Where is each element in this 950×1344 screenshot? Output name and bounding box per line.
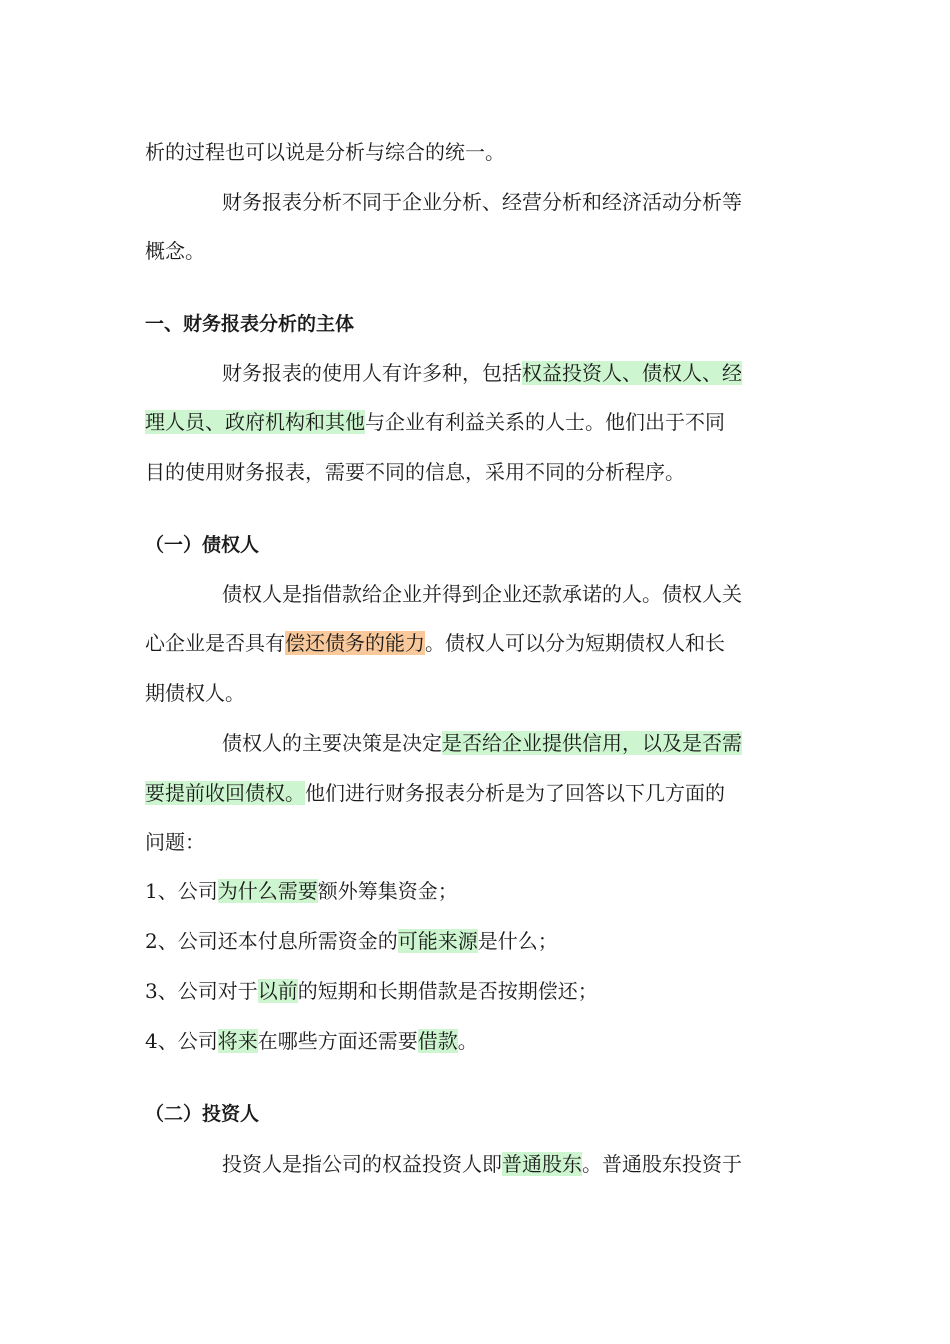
subsection-heading: （二）投资人 xyxy=(145,1103,260,1125)
text: 问题： xyxy=(145,830,205,854)
highlighted-text: 普通股东 xyxy=(502,1152,582,1176)
text: 概念。 xyxy=(145,239,205,263)
text: 期债权人。 xyxy=(145,681,245,705)
highlighted-text: 借款 xyxy=(417,1029,458,1053)
paragraph-line xyxy=(145,138,505,166)
text: 3、公司对于 xyxy=(145,979,258,1003)
list-item xyxy=(145,877,458,905)
text: 析的过程也可以说是分析与综合的统一。 xyxy=(145,140,505,164)
text: 在哪些方面还需要 xyxy=(257,1029,418,1053)
text: 是什么； xyxy=(477,929,558,953)
text: 他们进行财务报表分析是为了回答以下几方面的 xyxy=(305,781,725,805)
text: 财务报表分析不同于企业分析、经营分析和经济活动分析等 xyxy=(222,190,742,214)
text: 。普通股东投资于 xyxy=(582,1152,742,1176)
text: 。债权人可以分为短期债权人和长 xyxy=(425,631,725,655)
highlighted-text: 理人员、政府机构和其他 xyxy=(145,410,365,434)
highlighted-text: 是否给企业提供信用，以及是否需 xyxy=(442,731,742,755)
paragraph-line xyxy=(222,1150,742,1178)
highlighted-text: 权益投资人、债权人、经 xyxy=(522,361,742,385)
paragraph-line xyxy=(145,679,245,707)
text: 的短期和长期借款是否按期偿还； xyxy=(297,979,598,1003)
paragraph-line xyxy=(145,458,685,486)
paragraph-line xyxy=(222,359,742,387)
paragraph-line xyxy=(222,580,742,608)
list-item xyxy=(145,927,558,955)
subsection-heading: （一）债权人 xyxy=(145,534,260,556)
highlighted-text: 可能来源 xyxy=(397,929,478,953)
paragraph-line xyxy=(222,188,742,216)
text: 投资人是指公司的权益投资人即 xyxy=(222,1152,502,1176)
paragraph-line xyxy=(222,729,742,757)
text: 债权人是指借款给企业并得到企业还款承诺的人。债权人关 xyxy=(222,582,742,606)
highlighted-text: 要提前收回债权。 xyxy=(145,781,305,805)
highlighted-text: 为什么需要 xyxy=(217,879,318,903)
text: 目的使用财务报表，需要不同的信息，采用不同的分析程序。 xyxy=(145,460,685,484)
paragraph-line xyxy=(145,408,725,436)
paragraph-line xyxy=(145,237,205,265)
text: 2、公司还本付息所需资金的 xyxy=(145,929,398,953)
text: 与企业有利益关系的人士。他们出于不同 xyxy=(365,410,725,434)
paragraph-line xyxy=(145,629,725,657)
list-item xyxy=(145,977,598,1005)
highlighted-text: 以前 xyxy=(257,979,298,1003)
paragraph-line xyxy=(145,779,725,807)
highlighted-text: 偿还债务的能力 xyxy=(285,631,425,655)
text: 财务报表的使用人有许多种，包括 xyxy=(222,361,522,385)
text: 1、公司 xyxy=(145,879,218,903)
section-heading: 一、财务报表分析的主体 xyxy=(145,313,355,335)
list-item xyxy=(145,1027,478,1055)
highlighted-text: 将来 xyxy=(217,1029,258,1053)
text: 。 xyxy=(457,1029,478,1053)
text: 债权人的主要决策是决定 xyxy=(222,731,442,755)
text: 4、公司 xyxy=(145,1029,218,1053)
text: 心企业是否具有 xyxy=(145,631,285,655)
text: 额外筹集资金； xyxy=(317,879,458,903)
paragraph-line xyxy=(145,828,205,856)
